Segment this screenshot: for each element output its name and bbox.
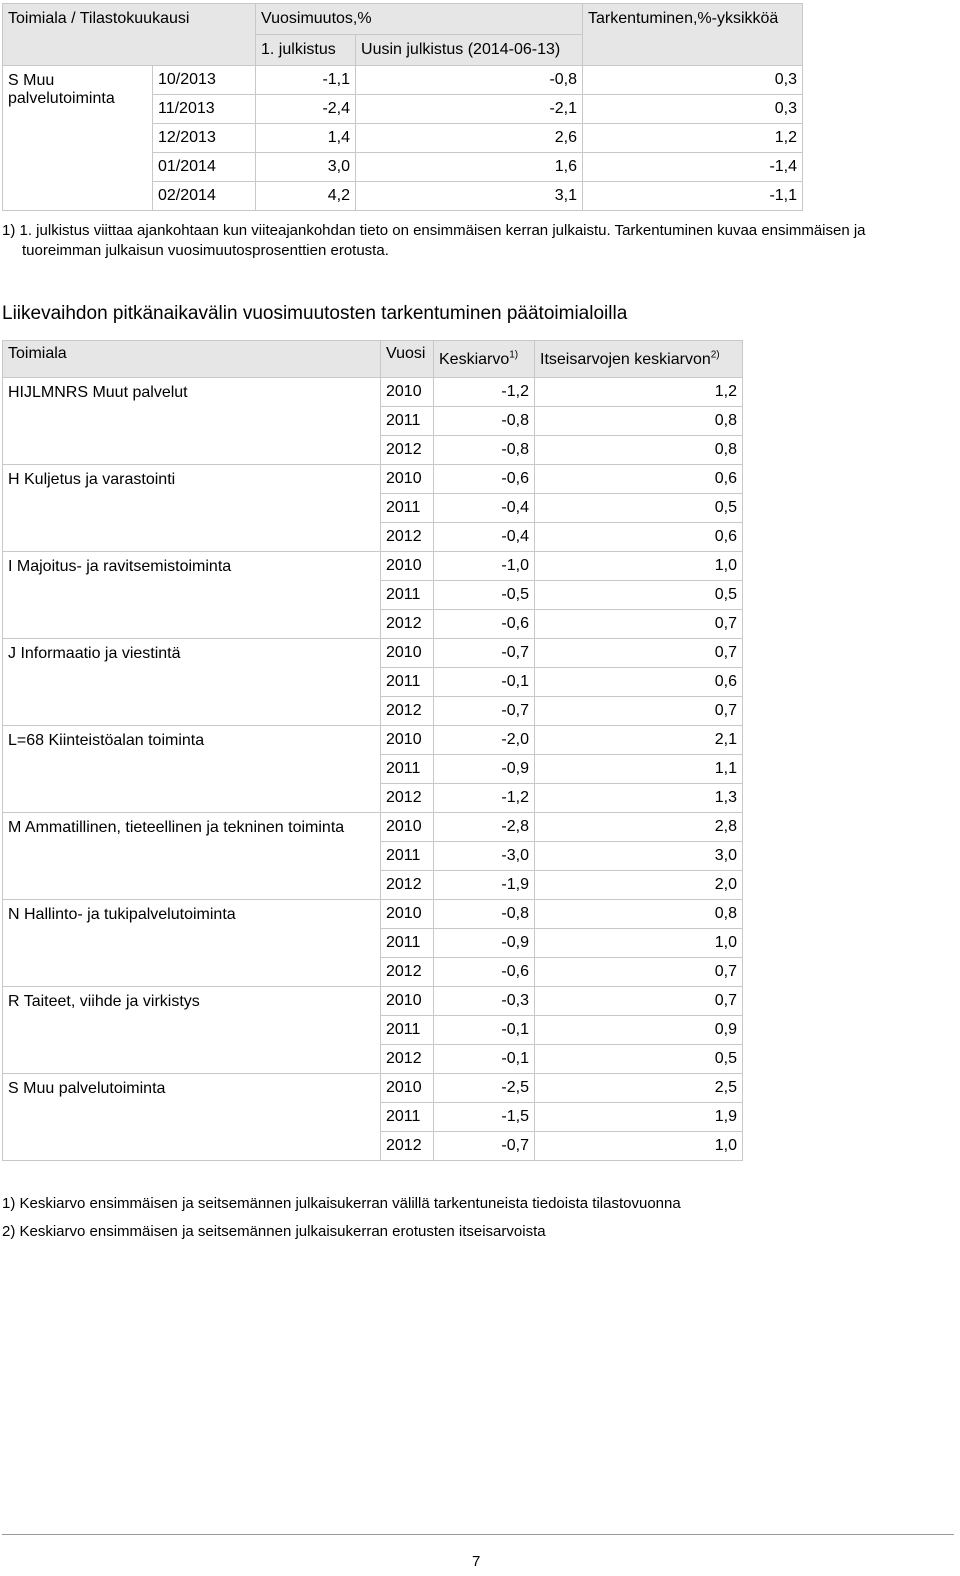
mean-value: -0,9 — [434, 755, 535, 784]
header-annual-change: Vuosimuutos,% — [256, 4, 583, 35]
mean-value: -0,7 — [434, 697, 535, 726]
table1-body — [3, 66, 803, 211]
latest-release-value: -0,8 — [356, 66, 583, 95]
first-release-value: 4,2 — [256, 182, 356, 211]
year-cell: 2012 — [381, 697, 434, 726]
latest-release-value: -2,1 — [356, 95, 583, 124]
table-row — [3, 813, 743, 842]
abs-mean-value: 0,8 — [535, 407, 743, 436]
section-title: Liikevaihdon pitkänaikavälin vuosimuutosten tarkentuminen päätoimialoilla — [2, 303, 628, 324]
header-year: Vuosi — [381, 341, 434, 378]
year-cell: 2010 — [381, 813, 434, 842]
header-mean-label: Keskiarvo — [439, 351, 510, 368]
table-row — [3, 1074, 743, 1103]
mean-value: -2,8 — [434, 813, 535, 842]
abs-mean-value: 1,3 — [535, 784, 743, 813]
year-cell: 2012 — [381, 958, 434, 987]
year-cell: 2012 — [381, 784, 434, 813]
header-mean — [434, 341, 535, 378]
latest-release-value: 3,1 — [356, 182, 583, 211]
year-cell: 2010 — [381, 378, 434, 407]
industry-name: HIJLMNRS Muut palvelut — [3, 378, 381, 465]
year-cell: 2010 — [381, 900, 434, 929]
table-row — [3, 639, 743, 668]
first-release-value: 3,0 — [256, 153, 356, 182]
abs-mean-value: 0,5 — [535, 1045, 743, 1074]
year-cell: 2012 — [381, 871, 434, 900]
latest-release-value: 1,6 — [356, 153, 583, 182]
mean-value: -0,6 — [434, 610, 535, 639]
industry-name: N Hallinto- ja tukipalvelutoiminta — [3, 900, 381, 987]
mean-value: -0,8 — [434, 407, 535, 436]
year-cell: 2011 — [381, 1016, 434, 1045]
table-row — [3, 987, 743, 1016]
abs-mean-value: 2,0 — [535, 871, 743, 900]
abs-mean-value: 0,7 — [535, 987, 743, 1016]
industry-name: H Kuljetus ja varastointi — [3, 465, 381, 552]
refinement-value: 0,3 — [583, 95, 803, 124]
year-cell: 2011 — [381, 755, 434, 784]
refinement-value: 1,2 — [583, 124, 803, 153]
abs-mean-value: 1,0 — [535, 552, 743, 581]
mean-value: -0,1 — [434, 1045, 535, 1074]
abs-mean-value: 0,8 — [535, 900, 743, 929]
year-cell: 2011 — [381, 842, 434, 871]
mean-value: -0,4 — [434, 494, 535, 523]
year-cell: 2011 — [381, 581, 434, 610]
abs-mean-value: 0,8 — [535, 436, 743, 465]
header-first-release: 1. julkistus — [256, 35, 356, 66]
year-cell: 2011 — [381, 407, 434, 436]
year-cell: 2010 — [381, 465, 434, 494]
table1-header-row — [3, 4, 803, 35]
header-latest-release: Uusin julkistus (2014-06-13) — [356, 35, 583, 66]
year-cell: 2012 — [381, 523, 434, 552]
year-cell: 2012 — [381, 1045, 434, 1074]
year-cell: 2010 — [381, 639, 434, 668]
industry-name: I Majoitus- ja ravitsemistoiminta — [3, 552, 381, 639]
page-number: 7 — [472, 1553, 481, 1570]
year-cell: 2010 — [381, 552, 434, 581]
abs-mean-value: 3,0 — [535, 842, 743, 871]
abs-mean-value: 0,6 — [535, 465, 743, 494]
industry-name: S Muu palvelutoiminta — [3, 1074, 381, 1161]
first-release-value: 1,4 — [256, 124, 356, 153]
year-cell: 2012 — [381, 436, 434, 465]
revision-table-s — [2, 3, 803, 211]
header-industry: Toimiala — [3, 341, 381, 378]
abs-mean-value: 0,6 — [535, 523, 743, 552]
mean-value: -0,8 — [434, 436, 535, 465]
header-abs-mean-footnote-ref: 2) — [710, 349, 720, 361]
abs-mean-value: 0,7 — [535, 639, 743, 668]
header-industry-month: Toimiala / Tilastokuukausi — [3, 4, 256, 66]
table-row — [3, 726, 743, 755]
note-line-2: tuoreimman julkaisun vuosimuutosprosenttien erotusta. — [22, 242, 389, 259]
abs-mean-value: 1,1 — [535, 755, 743, 784]
table-row — [3, 552, 743, 581]
mean-value: -0,5 — [434, 581, 535, 610]
header-refinement: Tarkentuminen,%-yksikköä — [583, 4, 803, 66]
year-cell: 2010 — [381, 1074, 434, 1103]
refinement-value: -1,4 — [583, 153, 803, 182]
year-cell: 2011 — [381, 668, 434, 697]
table-row — [3, 66, 803, 95]
mean-value: -1,5 — [434, 1103, 535, 1132]
year-cell: 2012 — [381, 610, 434, 639]
mean-value: -1,2 — [434, 784, 535, 813]
footer-divider — [2, 1534, 954, 1535]
mean-value: -0,7 — [434, 1132, 535, 1161]
year-cell: 2011 — [381, 494, 434, 523]
table-row — [3, 900, 743, 929]
mean-value: -0,3 — [434, 987, 535, 1016]
abs-mean-value: 0,7 — [535, 958, 743, 987]
header-abs-mean-label: Itseisarvojen keskiarvon — [540, 351, 711, 368]
abs-mean-value: 2,8 — [535, 813, 743, 842]
abs-mean-value: 0,7 — [535, 610, 743, 639]
mean-value: -1,9 — [434, 871, 535, 900]
abs-mean-value: 0,7 — [535, 697, 743, 726]
abs-mean-value: 0,5 — [535, 494, 743, 523]
industry-name: L=68 Kiinteistöalan toiminta — [3, 726, 381, 813]
abs-mean-value: 1,0 — [535, 1132, 743, 1161]
first-release-value: -2,4 — [256, 95, 356, 124]
month-cell: 12/2013 — [153, 124, 256, 153]
industry-cell: S Muu palvelutoiminta — [3, 66, 153, 211]
note-line-1: 1) 1. julkistus viittaa ajankohtaan kun viiteajankohdan tieto on ensimmäisen kerran julkaistu. Tarkentuminen kuvaa ensimmäisen ja — [2, 222, 866, 239]
month-cell: 11/2013 — [153, 95, 256, 124]
table-row — [3, 378, 743, 407]
mean-value: -0,9 — [434, 929, 535, 958]
first-release-value: -1,1 — [256, 66, 356, 95]
refinement-value: 0,3 — [583, 66, 803, 95]
mean-value: -3,0 — [434, 842, 535, 871]
footnote-1: 1) Keskiarvo ensimmäisen ja seitsemännen julkaisukerran välillä tarkentuneista tiedoista tilastovuonna — [2, 1195, 681, 1212]
abs-mean-value: 0,6 — [535, 668, 743, 697]
mean-value: -0,1 — [434, 668, 535, 697]
table-row — [3, 465, 743, 494]
abs-mean-value: 1,2 — [535, 378, 743, 407]
industry-name: J Informaatio ja viestintä — [3, 639, 381, 726]
abs-mean-value: 1,9 — [535, 1103, 743, 1132]
footnote-2: 2) Keskiarvo ensimmäisen ja seitsemännen julkaisukerran erotusten itseisarvoista — [2, 1223, 546, 1240]
abs-mean-value: 2,1 — [535, 726, 743, 755]
year-cell: 2011 — [381, 929, 434, 958]
mean-value: -2,5 — [434, 1074, 535, 1103]
abs-mean-value: 2,5 — [535, 1074, 743, 1103]
mean-value: -0,6 — [434, 465, 535, 494]
mean-value: -0,7 — [434, 639, 535, 668]
month-cell: 10/2013 — [153, 66, 256, 95]
abs-mean-value: 1,0 — [535, 929, 743, 958]
abs-mean-value: 0,5 — [535, 581, 743, 610]
year-cell: 2012 — [381, 1132, 434, 1161]
table2-body — [3, 378, 743, 1161]
long-term-refinement-table — [2, 340, 743, 1161]
table1-note — [2, 221, 958, 261]
mean-value: -0,1 — [434, 1016, 535, 1045]
year-cell: 2011 — [381, 1103, 434, 1132]
header-mean-footnote-ref: 1) — [509, 349, 519, 361]
mean-value: -1,0 — [434, 552, 535, 581]
latest-release-value: 2,6 — [356, 124, 583, 153]
month-cell: 01/2014 — [153, 153, 256, 182]
year-cell: 2010 — [381, 726, 434, 755]
table2-header-row — [3, 341, 743, 378]
mean-value: -0,6 — [434, 958, 535, 987]
abs-mean-value: 0,9 — [535, 1016, 743, 1045]
mean-value: -1,2 — [434, 378, 535, 407]
mean-value: -0,8 — [434, 900, 535, 929]
mean-value: -2,0 — [434, 726, 535, 755]
refinement-value: -1,1 — [583, 182, 803, 211]
year-cell: 2010 — [381, 987, 434, 1016]
industry-name: M Ammatillinen, tieteellinen ja tekninen toiminta — [3, 813, 381, 900]
header-abs-mean — [535, 341, 743, 378]
industry-name: R Taiteet, viihde ja virkistys — [3, 987, 381, 1074]
month-cell: 02/2014 — [153, 182, 256, 211]
mean-value: -0,4 — [434, 523, 535, 552]
